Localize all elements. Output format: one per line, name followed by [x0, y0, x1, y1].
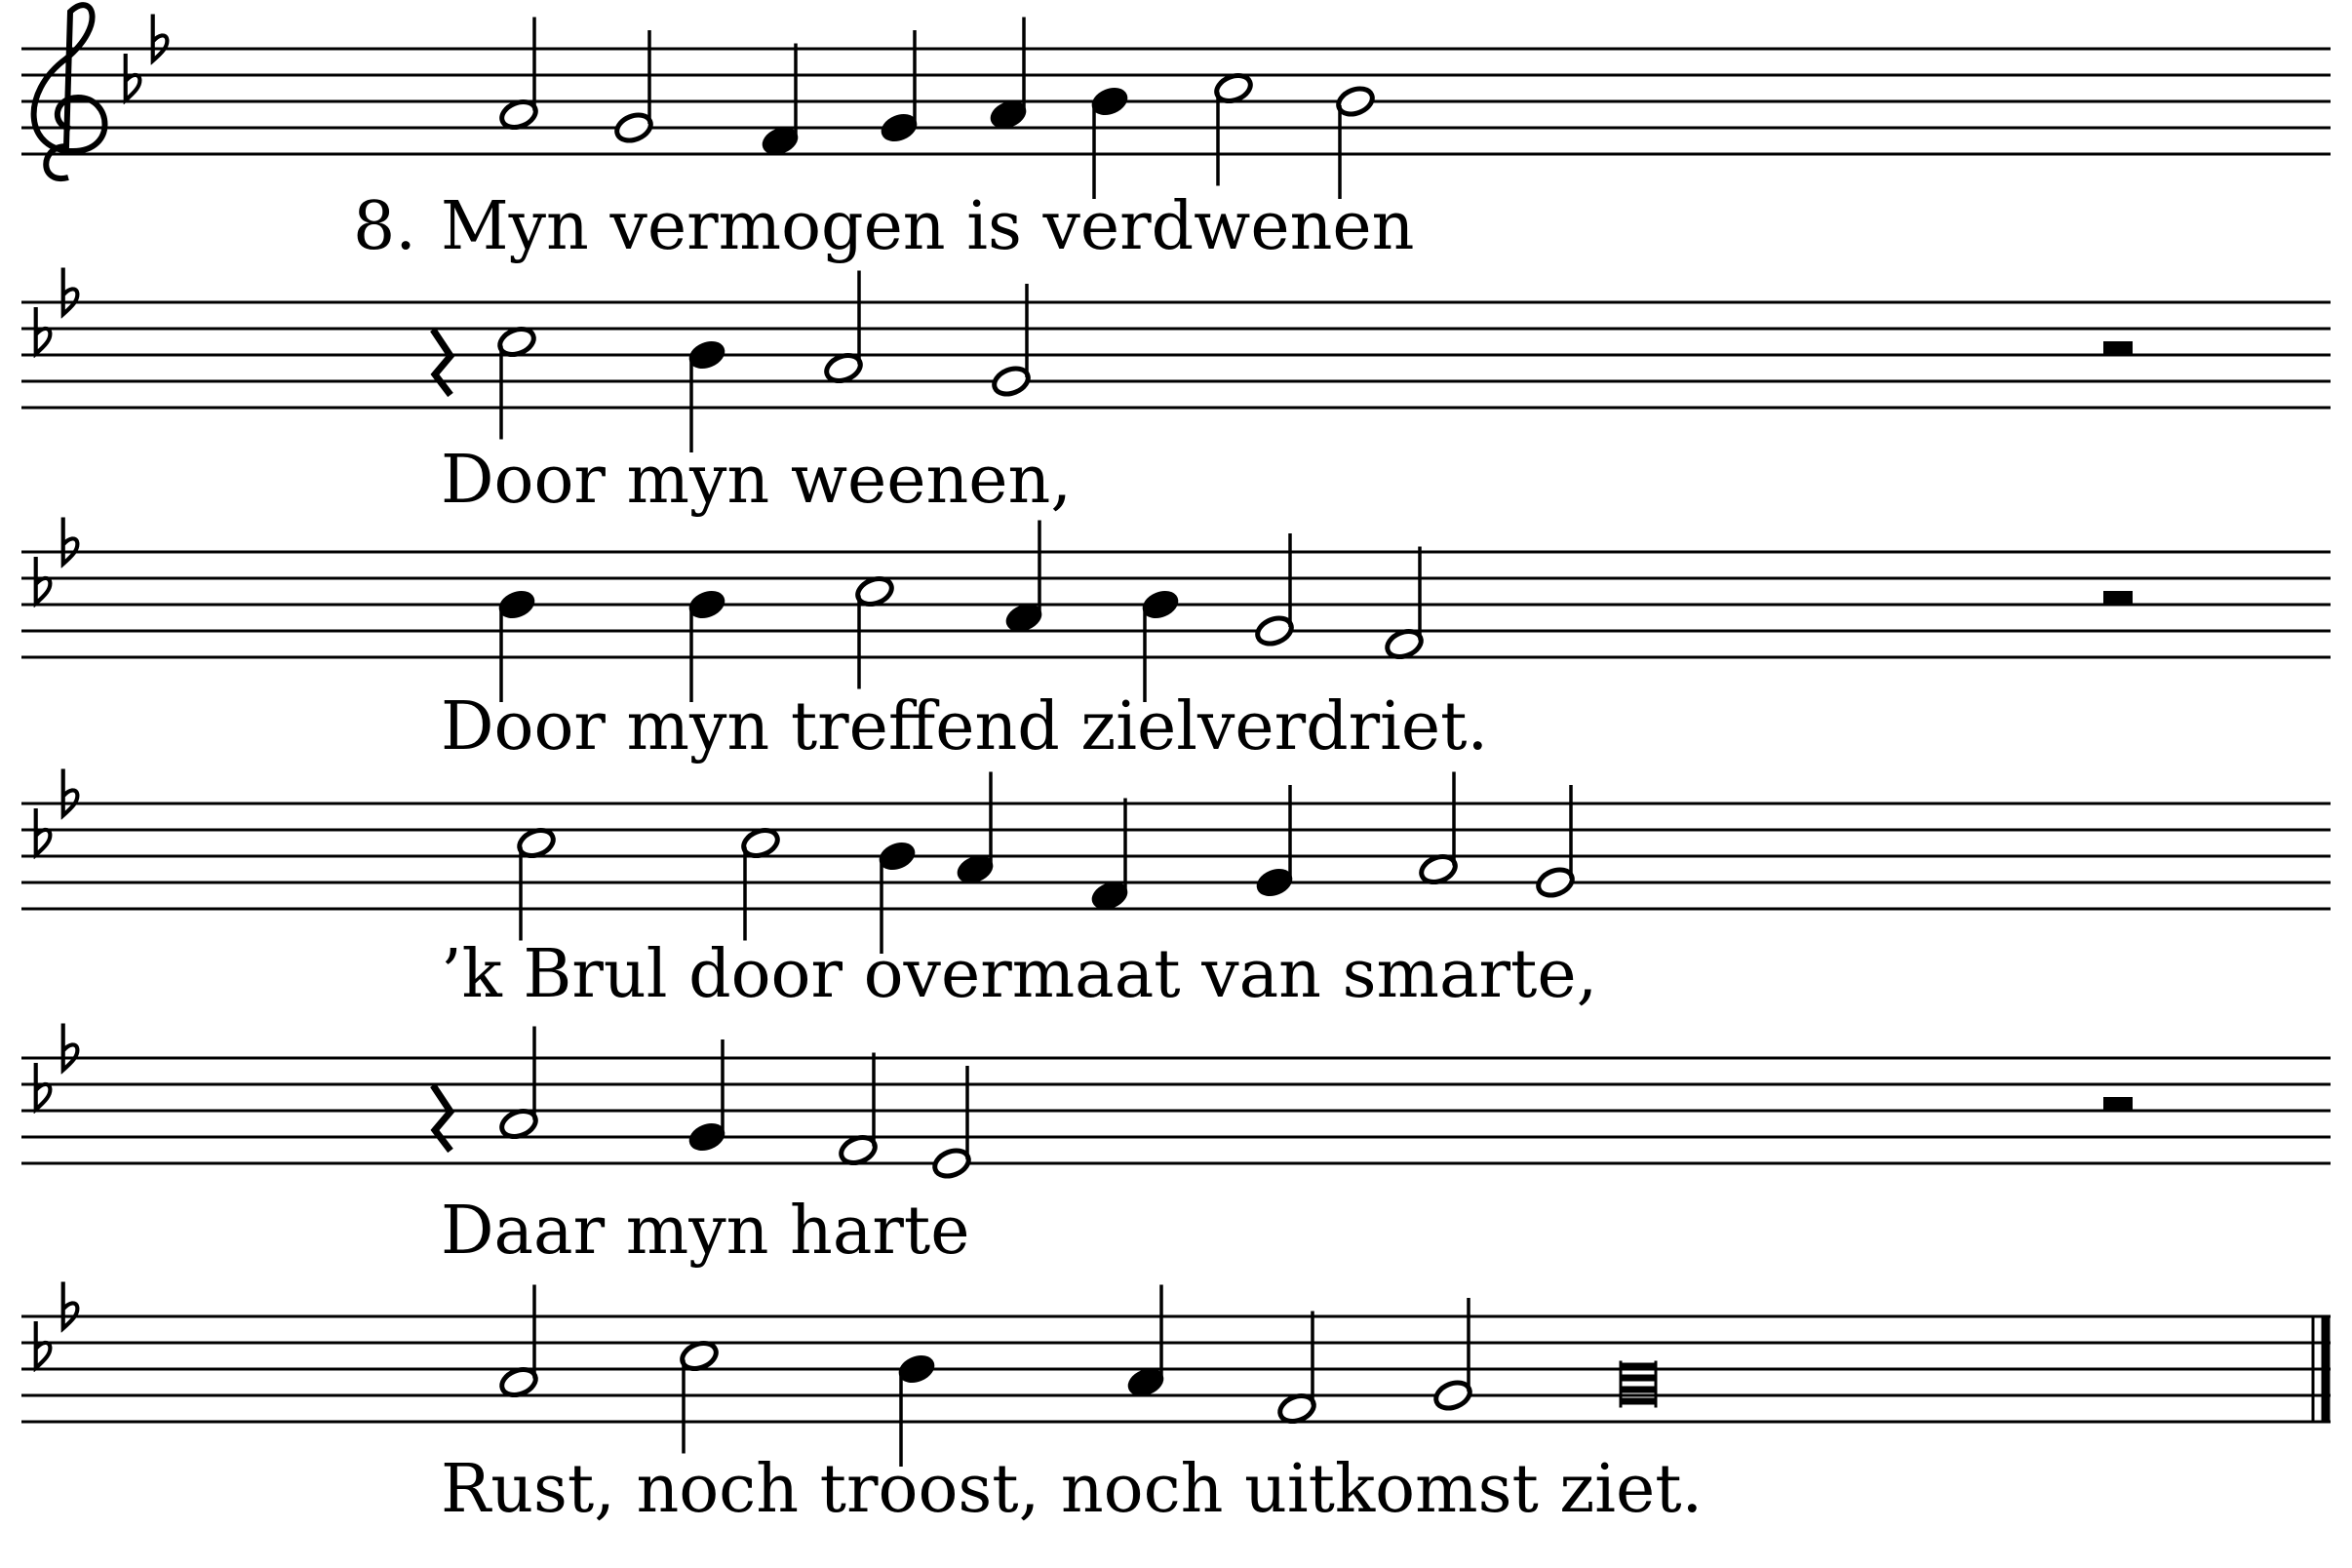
- flat-icon: [63, 268, 78, 315]
- lyric-line-6: Rust, noch troost, noch uitkomst ziet.: [441, 1451, 1704, 1528]
- flat-icon: [36, 1321, 51, 1368]
- final-note: [1621, 1387, 1656, 1393]
- flat-icon: [63, 518, 78, 565]
- final-note: [1621, 1375, 1656, 1382]
- treble-clef-icon: [34, 5, 105, 178]
- flat-icon: [36, 307, 51, 354]
- half-rest-icon: [2103, 591, 2133, 605]
- quarter-rest-icon: [433, 330, 451, 395]
- flat-icon: [126, 54, 140, 100]
- flat-icon: [63, 1024, 78, 1071]
- half-rest-icon: [2103, 341, 2133, 355]
- flat-icon: [63, 1282, 78, 1329]
- quarter-rest-icon: [433, 1085, 451, 1151]
- final-note: [1621, 1363, 1656, 1370]
- flat-icon: [36, 1063, 51, 1110]
- half-rest-icon: [2103, 1097, 2133, 1111]
- flat-icon: [36, 557, 51, 604]
- flat-icon: [153, 15, 168, 61]
- verse-number: 8.: [353, 188, 416, 265]
- lyric-line-4: ’k Brul door overmaat van smarte,: [441, 936, 1598, 1013]
- flat-icon: [36, 808, 51, 855]
- flat-icon: [63, 769, 78, 816]
- lyric-line-5: Daar myn harte: [441, 1193, 970, 1270]
- lyric-line-2: Door myn weenen,: [441, 442, 1072, 519]
- lyric-line-1: Myn vermogen is verdwenen: [441, 188, 1415, 265]
- lyric-line-3: Door myn treffend zielverdriet.: [441, 688, 1489, 765]
- final-note: [1621, 1398, 1656, 1405]
